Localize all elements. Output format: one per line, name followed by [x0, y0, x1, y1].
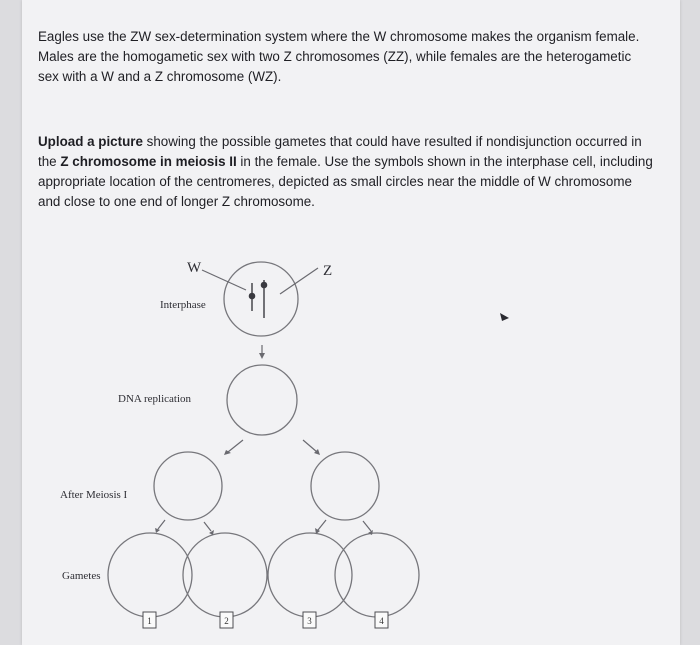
meiosis-cell-left [154, 452, 222, 520]
meiosis-cell-right [311, 452, 379, 520]
arrow-to-left-cell [228, 440, 243, 452]
interphase-cell [224, 262, 298, 336]
arrow-to-gamete-3 [318, 520, 326, 530]
interphase-chromosomes [249, 280, 266, 318]
gamete-number-2: 2 [224, 616, 229, 626]
interphase-label: Interphase [160, 299, 206, 311]
gamete-cell-1 [108, 533, 192, 617]
z-label: Z [323, 263, 333, 279]
question-part1: showing the possible gametes that could have resulted if nondisjunction occurred in the [38, 134, 642, 170]
question-lead: Upload a picture [38, 134, 143, 150]
gamete-number-3: 3 [307, 616, 312, 626]
gamete-number-1: 1 [147, 616, 152, 626]
replicated-cell [227, 365, 297, 435]
gamete-number-boxes [143, 612, 388, 628]
w-label: W [187, 260, 202, 276]
arrow-to-right-cell [303, 440, 317, 452]
arrow-to-gamete-2 [204, 522, 211, 531]
cursor-mark [500, 313, 509, 321]
intro-text: Eagles use the ZW sex-determination system where the W chromosome makes the organism female. Males are the homogametic sex with two Z chromosomes (ZZ), while females are the heterogametic sex with a W and a Z chromosome (WZ). [38, 29, 640, 85]
gamete-cell-4 [335, 533, 419, 617]
question-part2: in the female. Use the symbols shown in the interphase cell, including appropriate location of the centromeres, depicted as small circles near the middle of W chromosome and close to one end of longer Z chromosome. [38, 154, 653, 210]
question-emphasis: Z chromosome in meiosis II [60, 154, 237, 170]
gametes-label: Gametes [62, 570, 101, 582]
gamete-cell-3 [268, 533, 352, 617]
after-meiosis-label: After Meiosis I [60, 489, 128, 501]
arrow-to-gamete-4 [363, 521, 371, 531]
arrow-to-gamete-1 [158, 520, 165, 529]
gamete-number-4: 4 [379, 616, 384, 626]
gamete-cell-2 [183, 533, 267, 617]
w-centromere [249, 293, 254, 298]
w-pointer-line [202, 270, 246, 290]
z-centromere [261, 282, 266, 287]
dna-replication-label: DNA replication [118, 393, 192, 405]
